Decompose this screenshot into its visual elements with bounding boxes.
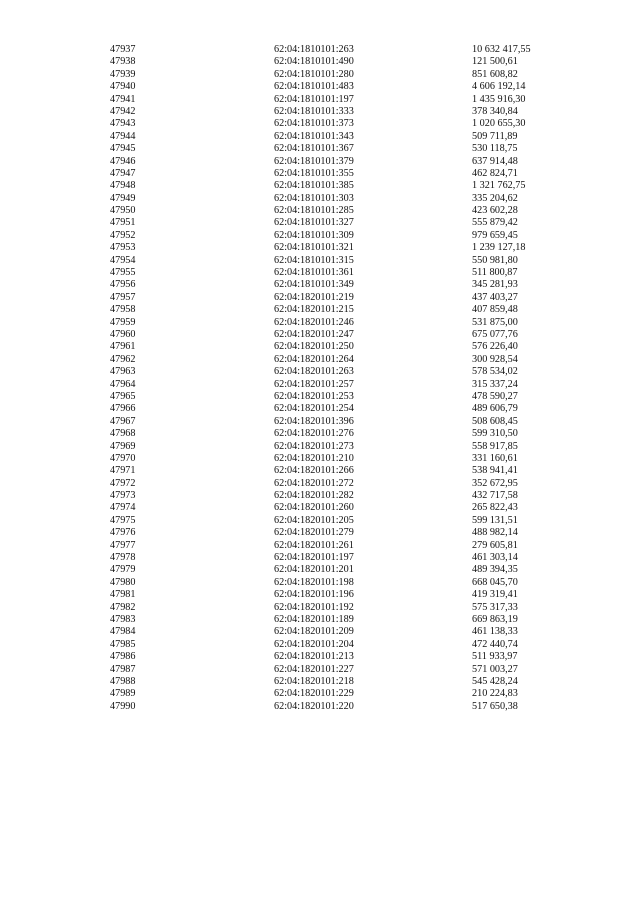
cadastral-number: 62:04:1820101:261 [274,539,354,551]
cadastral-number: 62:04:1810101:280 [274,68,354,80]
row-number: 47964 [110,378,136,390]
cadastral-value: 315 337,24 [472,378,518,390]
cadastral-number: 62:04:1810101:333 [274,105,354,117]
table-row [110,552,580,564]
cadastral-value: 530 118,75 [472,143,518,155]
table-row [110,69,580,81]
row-number: 47944 [110,130,136,142]
cadastral-number: 62:04:1810101:355 [274,167,354,179]
cadastral-number: 62:04:1820101:272 [274,477,354,489]
cadastral-value: 478 590,27 [472,390,518,402]
cadastral-number: 62:04:1810101:373 [274,118,354,130]
cadastral-value: 1 020 655,30 [472,118,526,130]
table-row [110,279,580,291]
cadastral-number: 62:04:1820101:266 [274,465,354,477]
row-number: 47977 [110,539,136,551]
row-number: 47970 [110,452,136,464]
row-number: 47956 [110,279,136,291]
table-row [110,354,580,366]
row-number: 47963 [110,366,136,378]
cadastral-value: 335 204,62 [472,192,518,204]
table-row [110,143,580,155]
cadastral-number: 62:04:1820101:219 [274,291,354,303]
row-number: 47975 [110,514,136,526]
table-row [110,56,580,68]
cadastral-number: 62:04:1820101:209 [274,626,354,638]
table-row [110,478,580,490]
cadastral-value: 1 239 127,18 [472,242,526,254]
table-row [110,428,580,440]
row-number: 47943 [110,118,136,130]
table-row [110,205,580,217]
cadastral-value: 432 717,58 [472,490,518,502]
row-number: 47952 [110,229,136,241]
cadastral-value: 472 440,74 [472,638,518,650]
row-number: 47979 [110,564,136,576]
cadastral-number: 62:04:1820101:279 [274,527,354,539]
row-number: 47973 [110,490,136,502]
cadastral-number: 62:04:1810101:343 [274,130,354,142]
row-number: 47976 [110,527,136,539]
table-row [110,168,580,180]
row-number: 47953 [110,242,136,254]
table-row [110,292,580,304]
cadastral-number: 62:04:1820101:253 [274,390,354,402]
cadastral-number: 62:04:1820101:396 [274,415,354,427]
cadastral-number: 62:04:1820101:215 [274,304,354,316]
cadastral-number: 62:04:1820101:189 [274,613,354,625]
cadastral-number: 62:04:1810101:385 [274,180,354,192]
cadastral-value: 423 602,28 [472,205,518,217]
table-row [110,118,580,130]
cadastral-value: 538 941,41 [472,465,518,477]
table-row [110,81,580,93]
table-row [110,614,580,626]
cadastral-value: 4 606 192,14 [472,81,526,93]
cadastral-number: 62:04:1820101:201 [274,564,354,576]
row-number: 47962 [110,353,136,365]
cadastral-value-table [110,44,580,713]
cadastral-number: 62:04:1820101:218 [274,675,354,687]
row-number: 47982 [110,601,136,613]
cadastral-number: 62:04:1820101:260 [274,502,354,514]
table-row [110,217,580,229]
cadastral-value: 462 824,71 [472,167,518,179]
cadastral-number: 62:04:1810101:349 [274,279,354,291]
row-number: 47946 [110,155,136,167]
row-number: 47948 [110,180,136,192]
cadastral-value: 575 317,33 [472,601,518,613]
table-row [110,379,580,391]
cadastral-number: 62:04:1820101:192 [274,601,354,613]
row-number: 47966 [110,403,136,415]
row-number: 47978 [110,552,136,564]
row-number: 47959 [110,316,136,328]
cadastral-number: 62:04:1820101:205 [274,514,354,526]
table-row [110,676,580,688]
table-row [110,131,580,143]
table-row [110,341,580,353]
cadastral-number: 62:04:1810101:303 [274,192,354,204]
cadastral-value: 555 879,42 [472,217,518,229]
table-row [110,267,580,279]
table-row [110,242,580,254]
cadastral-number: 62:04:1820101:196 [274,589,354,601]
row-number: 47961 [110,341,136,353]
table-row [110,391,580,403]
cadastral-value: 599 131,51 [472,514,518,526]
cadastral-number: 62:04:1820101:263 [274,366,354,378]
row-number: 47957 [110,291,136,303]
table-row [110,577,580,589]
cadastral-value: 352 672,95 [472,477,518,489]
cadastral-value: 489 606,79 [472,403,518,415]
cadastral-value: 210 224,83 [472,688,518,700]
cadastral-number: 62:04:1810101:379 [274,155,354,167]
row-number: 47968 [110,428,136,440]
table-row [110,701,580,713]
row-number: 47974 [110,502,136,514]
cadastral-number: 62:04:1810101:490 [274,56,354,68]
cadastral-number: 62:04:1810101:367 [274,143,354,155]
cadastral-value: 461 138,33 [472,626,518,638]
row-number: 47985 [110,638,136,650]
cadastral-value: 508 608,45 [472,415,518,427]
cadastral-number: 62:04:1810101:285 [274,205,354,217]
table-row [110,688,580,700]
table-row [110,465,580,477]
table-row [110,403,580,415]
cadastral-value: 531 875,00 [472,316,518,328]
table-row [110,94,580,106]
table-row [110,329,580,341]
table-row [110,317,580,329]
cadastral-number: 62:04:1810101:309 [274,229,354,241]
row-number: 47984 [110,626,136,638]
cadastral-value: 571 003,27 [472,663,518,675]
cadastral-number: 62:04:1810101:197 [274,93,354,105]
row-number: 47958 [110,304,136,316]
table-row [110,304,580,316]
table-row [110,44,580,56]
cadastral-value: 345 281,93 [472,279,518,291]
cadastral-value: 121 500,61 [472,56,518,68]
cadastral-value: 517 650,38 [472,700,518,712]
cadastral-number: 62:04:1820101:220 [274,700,354,712]
cadastral-value: 331 160,61 [472,452,518,464]
row-number: 47937 [110,44,136,55]
cadastral-value: 851 608,82 [472,68,518,80]
cadastral-number: 62:04:1810101:327 [274,217,354,229]
row-number: 47947 [110,167,136,179]
row-number: 47942 [110,105,136,117]
table-row [110,540,580,552]
table-row [110,416,580,428]
row-number: 47960 [110,328,136,340]
cadastral-value: 509 711,89 [472,130,518,142]
cadastral-value: 637 914,48 [472,155,518,167]
cadastral-number: 62:04:1820101:197 [274,552,354,564]
row-number: 47949 [110,192,136,204]
table-row [110,515,580,527]
cadastral-value: 576 226,40 [472,341,518,353]
cadastral-value: 419 319,41 [472,589,518,601]
table-row [110,180,580,192]
table-row [110,639,580,651]
row-number: 47954 [110,254,136,266]
cadastral-number: 62:04:1820101:227 [274,663,354,675]
row-number: 47980 [110,576,136,588]
cadastral-value: 300 928,54 [472,353,518,365]
cadastral-value: 675 077,76 [472,328,518,340]
row-number: 47945 [110,143,136,155]
row-number: 47988 [110,675,136,687]
table-row [110,664,580,676]
row-number: 47938 [110,56,136,68]
cadastral-number: 62:04:1810101:315 [274,254,354,266]
cadastral-value: 10 632 417,55 [472,44,531,55]
cadastral-value: 1 435 916,30 [472,93,526,105]
table-row [110,193,580,205]
table-row [110,156,580,168]
table-row [110,230,580,242]
cadastral-number: 62:04:1820101:213 [274,651,354,663]
table-row [110,502,580,514]
cadastral-value: 437 403,27 [472,291,518,303]
cadastral-value: 599 310,50 [472,428,518,440]
row-number: 47981 [110,589,136,601]
row-number: 47971 [110,465,136,477]
cadastral-value: 488 982,14 [472,527,518,539]
cadastral-number: 62:04:1820101:204 [274,638,354,650]
table-row [110,589,580,601]
cadastral-value: 511 800,87 [472,267,518,279]
row-number: 47989 [110,688,136,700]
table-row [110,527,580,539]
cadastral-number: 62:04:1810101:361 [274,267,354,279]
table-row [110,602,580,614]
cadastral-number: 62:04:1820101:229 [274,688,354,700]
cadastral-value: 668 045,70 [472,576,518,588]
row-number: 47965 [110,390,136,402]
table-row [110,106,580,118]
cadastral-value: 407 859,48 [472,304,518,316]
cadastral-number: 62:04:1820101:273 [274,440,354,452]
cadastral-value: 511 933,97 [472,651,518,663]
cadastral-number: 62:04:1820101:257 [274,378,354,390]
row-number: 47972 [110,477,136,489]
cadastral-number: 62:04:1820101:198 [274,576,354,588]
table-row [110,453,580,465]
table-row [110,366,580,378]
cadastral-value: 461 303,14 [472,552,518,564]
cadastral-value: 545 428,24 [472,675,518,687]
table-row [110,564,580,576]
row-number: 47969 [110,440,136,452]
cadastral-value: 378 340,84 [472,105,518,117]
cadastral-value: 558 917,85 [472,440,518,452]
cadastral-number: 62:04:1810101:263 [274,44,354,55]
cadastral-value: 550 981,80 [472,254,518,266]
cadastral-value: 265 822,43 [472,502,518,514]
row-number: 47951 [110,217,136,229]
cadastral-value: 578 534,02 [472,366,518,378]
row-number: 47967 [110,415,136,427]
cadastral-value: 669 863,19 [472,613,518,625]
row-number: 47941 [110,93,136,105]
cadastral-number: 62:04:1810101:483 [274,81,354,93]
cadastral-value: 979 659,45 [472,229,518,241]
row-number: 47955 [110,267,136,279]
row-number: 47940 [110,81,136,93]
cadastral-number: 62:04:1810101:321 [274,242,354,254]
cadastral-number: 62:04:1820101:254 [274,403,354,415]
table-row [110,255,580,267]
row-number: 47990 [110,700,136,712]
cadastral-number: 62:04:1820101:264 [274,353,354,365]
cadastral-value: 279 605,81 [472,539,518,551]
cadastral-value: 489 394,35 [472,564,518,576]
cadastral-number: 62:04:1820101:246 [274,316,354,328]
cadastral-number: 62:04:1820101:210 [274,452,354,464]
row-number: 47986 [110,651,136,663]
cadastral-number: 62:04:1820101:247 [274,328,354,340]
row-number: 47950 [110,205,136,217]
cadastral-number: 62:04:1820101:250 [274,341,354,353]
table-row [110,651,580,663]
row-number: 47983 [110,613,136,625]
cadastral-number: 62:04:1820101:276 [274,428,354,440]
cadastral-number: 62:04:1820101:282 [274,490,354,502]
table-row [110,626,580,638]
row-number: 47939 [110,68,136,80]
table-row [110,441,580,453]
row-number: 47987 [110,663,136,675]
cadastral-value: 1 321 762,75 [472,180,526,192]
table-row [110,490,580,502]
